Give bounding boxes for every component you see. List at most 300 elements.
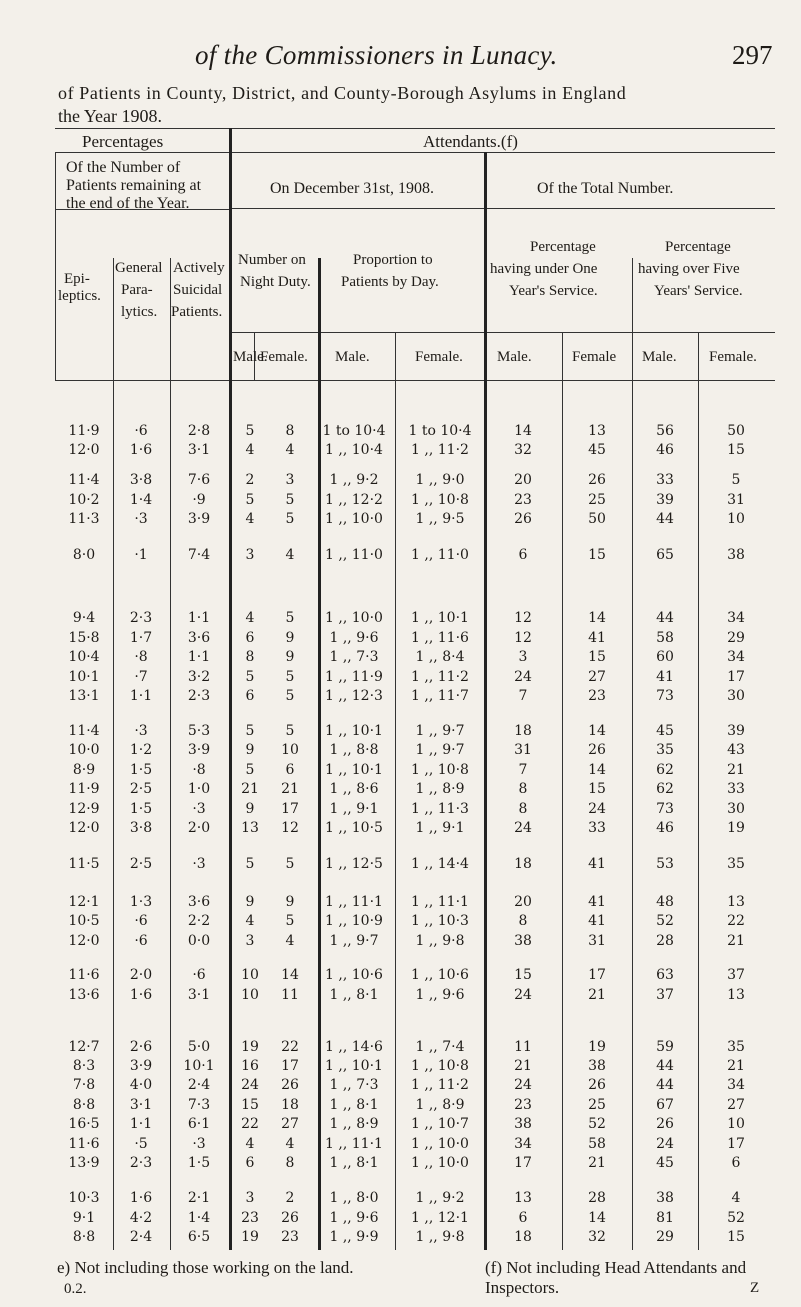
- table-cell: 9: [285, 649, 295, 666]
- table-cell: 73: [656, 687, 674, 704]
- table-cell: 48: [656, 893, 674, 910]
- table-cell: 28: [588, 1190, 606, 1207]
- table-cell: 32: [514, 442, 532, 459]
- table-cell: 3·1: [187, 986, 211, 1003]
- table-cell: 14: [514, 423, 532, 439]
- table-cell: 12·7: [68, 1038, 100, 1055]
- table-cell: 21: [281, 781, 299, 798]
- table-cell: 5: [245, 722, 255, 739]
- table-cell: 20: [514, 472, 532, 489]
- table-cell: 5: [285, 913, 295, 930]
- table-cell: 2: [285, 1190, 295, 1207]
- table-cell: 31: [514, 742, 532, 759]
- rule-mf: [232, 332, 775, 333]
- table-cell: 44: [656, 1057, 674, 1074]
- table-cell: 1 ,, 10·8: [411, 761, 469, 778]
- table-cell: 1 ,, 12·3: [325, 687, 383, 704]
- table-cell: 1 ,, 10·6: [411, 967, 469, 984]
- table-cell: 5: [245, 668, 255, 685]
- table-cell: 21: [727, 1057, 745, 1074]
- table-cell: 41: [588, 913, 606, 930]
- table-cell: 52: [588, 1116, 606, 1133]
- table-cell: 11: [281, 986, 299, 1003]
- table-cell: 18: [514, 1229, 532, 1245]
- table-cell: 15: [588, 649, 606, 666]
- table-cell: 8·8: [72, 1096, 96, 1113]
- table-cell: 1·5: [129, 761, 153, 778]
- table-cell: 1 ,, 12·1: [411, 1209, 469, 1226]
- table-cell: 11·6: [68, 967, 100, 984]
- table-cell: 29: [656, 1229, 674, 1245]
- table-cell: 6·1: [187, 1116, 211, 1133]
- table-cell: 22: [281, 1038, 299, 1055]
- header-of-number-1: Of the Number of: [66, 159, 181, 176]
- table-cell: 32: [588, 1229, 606, 1245]
- table-cell: 22: [241, 1116, 259, 1133]
- table-cell: 2: [245, 472, 255, 489]
- table-cell: 26: [588, 742, 606, 759]
- table-cell: 24: [514, 820, 532, 837]
- header-under-one-2: having under One: [490, 261, 598, 277]
- table-cell: 23: [588, 687, 606, 704]
- table-cell: 2·4: [187, 1077, 211, 1094]
- table-cell: 6: [731, 1155, 741, 1172]
- table-cell: 30: [727, 800, 745, 817]
- table-cell: 1·1: [129, 687, 153, 704]
- table-cell: 2·0: [187, 820, 211, 837]
- table-cell: ·3: [192, 855, 206, 872]
- table-cell: 7: [518, 761, 528, 778]
- table-cell: 1 ,, 10·1: [325, 722, 383, 739]
- table-cell: 41: [656, 668, 674, 685]
- footnote-e: e) Not including those working on the land.: [57, 1258, 354, 1277]
- table-subtitle-line-1: of Patients in County, District, and County-Borough Asylums in England: [58, 83, 627, 103]
- table-cell: 17: [281, 800, 299, 817]
- table-cell: 4: [285, 932, 295, 949]
- table-cell: 14: [588, 1209, 606, 1226]
- table-cell: 2·8: [187, 423, 211, 439]
- table-cell: 7·3: [187, 1096, 211, 1113]
- table-cell: 1 ,, 14·4: [411, 855, 469, 872]
- table-cell: 1·6: [129, 986, 153, 1003]
- table-cell: 24: [241, 1077, 259, 1094]
- table-cell: 46: [656, 442, 674, 459]
- table-cell: 25: [588, 491, 606, 508]
- table-cell: 1 ,, 11·1: [325, 1135, 383, 1152]
- table-cell: 1 ,, 10·7: [411, 1116, 469, 1133]
- table-cell: 1 ,, 9·7: [329, 932, 379, 949]
- table-cell: 5: [285, 610, 295, 627]
- table-cell: 45: [588, 442, 606, 459]
- table-cell: 3·1: [187, 442, 211, 459]
- table-cell: 1·3: [129, 893, 153, 910]
- table-cell: 58: [656, 629, 674, 646]
- header-over-five-3: Years' Service.: [654, 283, 743, 299]
- table-cell: 1·6: [129, 1190, 153, 1207]
- table-cell: 33: [588, 820, 606, 837]
- table-cell: 10·1: [68, 668, 100, 685]
- table-cell: 1 ,, 10·5: [325, 820, 383, 837]
- table-cell: 30: [727, 687, 745, 704]
- header-over-five-2: having over Five: [638, 261, 740, 277]
- table-cell: 7: [518, 687, 528, 704]
- table-cell: ·7: [134, 668, 148, 685]
- table-cell: 38: [656, 1190, 674, 1207]
- header-proportion-1: Proportion to: [353, 252, 433, 268]
- table-cell: 3: [245, 1190, 255, 1207]
- table-cell: 8·0: [72, 546, 96, 563]
- table-cell: ·3: [134, 722, 148, 739]
- table-cell: 15·8: [68, 629, 100, 646]
- table-cell: 1 ,, 9·2: [415, 1190, 465, 1207]
- table-cell: 67: [656, 1096, 674, 1113]
- table-cell: 24: [514, 986, 532, 1003]
- table-cell: 44: [656, 1077, 674, 1094]
- table-cell: 25: [588, 1096, 606, 1113]
- table-cell: 41: [588, 855, 606, 872]
- table-cell: ·1: [134, 546, 148, 563]
- table-cell: ·3: [192, 1135, 206, 1152]
- table-cell: 9: [245, 742, 255, 759]
- table-cell: 1 ,, 7·3: [329, 1077, 379, 1094]
- table-cell: 3·9: [129, 1057, 153, 1074]
- header-under-one-1: Percentage: [530, 239, 596, 255]
- header-epileptics-2: leptics.: [58, 288, 101, 304]
- table-cell: 8: [518, 800, 528, 817]
- table-cell: 1 to 10·4: [408, 423, 472, 439]
- table-cell: 1·5: [187, 1155, 211, 1172]
- table-cell: 58: [588, 1135, 606, 1152]
- table-cell: 12·9: [68, 800, 100, 817]
- table-cell: 15: [241, 1096, 259, 1113]
- table-cell: 14: [588, 610, 606, 627]
- table-cell: 18: [514, 855, 532, 872]
- table-cell: 2·5: [129, 855, 153, 872]
- table-cell: ·8: [134, 649, 148, 666]
- table-cell: 17: [588, 967, 606, 984]
- table-cell: 9: [285, 629, 295, 646]
- table-cell: 1 ,, 9·0: [415, 472, 465, 489]
- header-epileptics-1: Epi-: [64, 271, 90, 287]
- divider-4: [395, 332, 396, 1250]
- table-cell: 3: [245, 932, 255, 949]
- table-cell: 8: [518, 913, 528, 930]
- table-cell: 18: [281, 1096, 299, 1113]
- table-cell: 13·6: [68, 986, 100, 1003]
- table-cell: 37: [656, 986, 674, 1003]
- table-cell: 1·0: [187, 781, 211, 798]
- table-cell: 1 ,, 11·2: [411, 668, 469, 685]
- table-cell: 44: [656, 610, 674, 627]
- table-cell: 38: [514, 932, 532, 949]
- table-cell: ·3: [134, 511, 148, 528]
- table-cell: 12·0: [68, 442, 100, 459]
- table-cell: 21: [727, 761, 745, 778]
- table-cell: 26: [656, 1116, 674, 1133]
- table-cell: 10·4: [68, 649, 100, 666]
- table-cell: 17: [727, 668, 745, 685]
- table-cell: 26: [514, 511, 532, 528]
- table-cell: 8·3: [72, 1057, 96, 1074]
- table-cell: 34: [727, 610, 745, 627]
- table-cell: 26: [588, 1077, 606, 1094]
- header-general-paralytics-1: General: [115, 260, 163, 276]
- table-cell: 5: [245, 761, 255, 778]
- table-cell: 10·1: [183, 1057, 215, 1074]
- table-cell: 38: [727, 546, 745, 563]
- table-cell: 5: [285, 722, 295, 739]
- table-cell: 5: [285, 668, 295, 685]
- table-cell: 41: [588, 629, 606, 646]
- table-cell: 1 ,, 9·5: [415, 511, 465, 528]
- table-cell: ·5: [134, 1135, 148, 1152]
- table-cell: 23: [281, 1229, 299, 1245]
- table-cell: 5: [245, 423, 255, 439]
- table-cell: 1 ,, 10·3: [411, 913, 469, 930]
- table-cell: 2·3: [129, 610, 153, 627]
- table-cell: 11·4: [68, 472, 100, 489]
- table-cell: 41: [588, 893, 606, 910]
- table-cell: 1 ,, 9·7: [415, 722, 465, 739]
- table-cell: 5: [285, 855, 295, 872]
- rule-top: [55, 128, 775, 129]
- table-cell: 35: [727, 855, 745, 872]
- table-cell: 5: [285, 511, 295, 528]
- table-cell: 13: [514, 1190, 532, 1207]
- divider-left-edge: [55, 152, 56, 380]
- table-cell: 1 ,, 8·6: [329, 781, 379, 798]
- table-cell: 33: [727, 781, 745, 798]
- table-cell: 24: [588, 800, 606, 817]
- table-cell: 13: [588, 423, 606, 439]
- table-subtitle-line-2: the Year 1908.: [58, 106, 162, 126]
- header-night-duty-2: Night Duty.: [240, 274, 311, 290]
- header-proportion-2: Patients by Day.: [341, 274, 439, 290]
- table-cell: 11·3: [68, 511, 100, 528]
- table-cell: 12·0: [68, 820, 100, 837]
- header-of-number-3: the end of the Year.: [66, 195, 190, 212]
- header-over-five-1: Percentage: [665, 239, 731, 255]
- table-cell: 8: [285, 423, 295, 439]
- table-cell: 1·4: [187, 1209, 211, 1226]
- table-cell: 1 ,, 10·1: [411, 610, 469, 627]
- table-cell: 24: [656, 1135, 674, 1152]
- table-cell: 1 ,, 8·1: [329, 1155, 379, 1172]
- table-cell: 1 ,, 11·6: [411, 629, 469, 646]
- rule-head-bottom: [55, 380, 775, 381]
- table-cell: 26: [588, 472, 606, 489]
- table-cell: 10·3: [68, 1190, 100, 1207]
- table-cell: 4: [245, 1135, 255, 1152]
- table-cell: 2·6: [129, 1038, 153, 1055]
- table-cell: 37: [727, 967, 745, 984]
- header-actively-suicidal-2: Suicidal: [173, 282, 223, 298]
- header-female-over: Female.: [709, 349, 757, 365]
- table-cell: 26: [281, 1209, 299, 1226]
- table-cell: 1 ,, 11·7: [411, 687, 469, 704]
- table-cell: 10: [727, 1116, 745, 1133]
- table-cell: ·6: [192, 967, 206, 984]
- table-cell: 22: [727, 913, 745, 930]
- table-cell: 3: [245, 546, 255, 563]
- table-cell: ·3: [192, 800, 206, 817]
- header-male-over: Male.: [642, 349, 677, 365]
- table-cell: 27: [727, 1096, 745, 1113]
- table-cell: 1 ,, 9·1: [415, 820, 465, 837]
- table-cell: 50: [727, 423, 745, 439]
- signature-mark: Z: [750, 1280, 760, 1296]
- table-cell: 5·3: [187, 722, 211, 739]
- table-cell: 13: [241, 820, 259, 837]
- header-attendants: Attendants.(f): [423, 132, 518, 151]
- table-cell: 10: [241, 967, 259, 984]
- table-cell: 1 ,, 9·6: [415, 986, 465, 1003]
- table-cell: 9·1: [72, 1209, 96, 1226]
- table-cell: 60: [656, 649, 674, 666]
- table-cell: 12: [514, 610, 532, 627]
- table-cell: 12·0: [68, 932, 100, 949]
- table-cell: 23: [514, 1096, 532, 1113]
- table-cell: 1 ,, 7·4: [415, 1038, 465, 1055]
- table-cell: 8: [285, 1155, 295, 1172]
- table-cell: 2·3: [187, 687, 211, 704]
- header-male-proportion: Male.: [335, 349, 370, 365]
- table-cell: 3: [285, 472, 295, 489]
- table-cell: 7·8: [72, 1077, 96, 1094]
- table-cell: 1 ,, 7·3: [329, 649, 379, 666]
- header-actively-suicidal-3: Patients.: [171, 304, 223, 320]
- table-cell: 12: [281, 820, 299, 837]
- table-cell: 3·1: [129, 1096, 153, 1113]
- table-cell: 5: [245, 491, 255, 508]
- table-cell: 12·1: [68, 893, 100, 910]
- table-cell: 1 ,, 10·1: [325, 761, 383, 778]
- table-cell: 0·0: [187, 932, 211, 949]
- table-cell: 3·2: [187, 668, 211, 685]
- table-cell: 1·1: [187, 649, 211, 666]
- table-cell: 1 ,, 10·4: [325, 442, 383, 459]
- rule-group: [55, 152, 775, 153]
- table-cell: 6: [245, 629, 255, 646]
- table-cell: 1 ,, 10·9: [325, 913, 383, 930]
- table-cell: 1 ,, 9·2: [329, 472, 379, 489]
- header-actively-suicidal-1: Actively: [173, 260, 225, 276]
- table-cell: 3·6: [187, 629, 211, 646]
- table-cell: 17: [727, 1135, 745, 1152]
- table-cell: 3·9: [187, 511, 211, 528]
- table-cell: 4: [285, 1135, 295, 1152]
- table-cell: 65: [656, 546, 674, 563]
- header-general-paralytics-3: lytics.: [121, 304, 158, 320]
- table-cell: 4·2: [129, 1209, 153, 1226]
- table-cell: 21: [588, 1155, 606, 1172]
- table-cell: 6: [285, 761, 295, 778]
- table-cell: 1 ,, 8·9: [329, 1116, 379, 1133]
- table-cell: 8·9: [72, 761, 96, 778]
- table-cell: 5: [731, 472, 741, 489]
- table-cell: 19: [241, 1229, 259, 1245]
- table-cell: 11·6: [68, 1135, 100, 1152]
- table-cell: 1 ,, 10·0: [411, 1155, 469, 1172]
- table-cell: 13: [727, 986, 745, 1003]
- table-cell: 1 ,, 10·8: [411, 1057, 469, 1074]
- header-female-proportion: Female.: [415, 349, 463, 365]
- table-cell: 46: [656, 820, 674, 837]
- table-cell: 50: [588, 511, 606, 528]
- header-male-under: Male.: [497, 349, 532, 365]
- table-cell: 26: [281, 1077, 299, 1094]
- table-cell: 4: [731, 1190, 741, 1207]
- table-cell: 8: [518, 781, 528, 798]
- table-cell: 81: [656, 1209, 674, 1226]
- table-cell: 73: [656, 800, 674, 817]
- table-cell: 20: [514, 893, 532, 910]
- table-cell: 11·9: [68, 781, 100, 798]
- table-cell: 3·8: [129, 472, 153, 489]
- table-cell: 10: [281, 742, 299, 759]
- table-cell: 2·2: [187, 913, 211, 930]
- table-cell: 27: [588, 668, 606, 685]
- table-cell: 1 ,, 11·2: [411, 1077, 469, 1094]
- table-cell: 4: [245, 610, 255, 627]
- table-cell: 2·4: [129, 1229, 153, 1245]
- header-percentages: Percentages: [82, 132, 164, 151]
- table-cell: 9: [245, 800, 255, 817]
- table-cell: 23: [241, 1209, 259, 1226]
- table-cell: 14: [588, 722, 606, 739]
- table-cell: 3·9: [187, 742, 211, 759]
- table-cell: 10·5: [68, 913, 100, 930]
- table-cell: 1 ,, 10·0: [411, 1135, 469, 1152]
- table-cell: 24: [514, 1077, 532, 1094]
- table-cell: 15: [588, 781, 606, 798]
- table-cell: 1·1: [129, 1116, 153, 1133]
- table-cell: 63: [656, 967, 674, 984]
- table-cell: 6: [518, 1209, 528, 1226]
- table-cell: 1 ,, 10·6: [325, 967, 383, 984]
- table-cell: 11·9: [68, 423, 100, 439]
- table-cell: 10: [727, 511, 745, 528]
- table-cell: ·9: [192, 491, 206, 508]
- table-cell: 6·5: [187, 1229, 211, 1245]
- table-cell: 11·4: [68, 722, 100, 739]
- header-male-night: Male.: [233, 349, 268, 365]
- table-cell: 1 ,, 8·1: [329, 986, 379, 1003]
- table-cell: 1 ,, 10·1: [325, 1057, 383, 1074]
- table-cell: 15: [588, 546, 606, 563]
- table-cell: 7·6: [187, 472, 211, 489]
- table-cell: 1 ,, 9·9: [329, 1229, 379, 1245]
- table-cell: 31: [588, 932, 606, 949]
- table-cell: 16: [241, 1057, 259, 1074]
- table-cell: 52: [727, 1209, 745, 1226]
- table-cell: 23: [514, 491, 532, 508]
- table-cell: 13: [727, 893, 745, 910]
- table-cell: 21: [514, 1057, 532, 1074]
- table-cell: 10·2: [68, 491, 100, 508]
- table-cell: 1 ,, 11·3: [411, 800, 469, 817]
- table-cell: 1 ,, 14·6: [325, 1038, 383, 1055]
- table-cell: 24: [514, 668, 532, 685]
- table-cell: 62: [656, 781, 674, 798]
- header-general-paralytics-2: Para-: [121, 282, 153, 298]
- header-of-total: Of the Total Number.: [537, 180, 674, 197]
- table-cell: ·6: [134, 932, 148, 949]
- table-cell: 15: [514, 967, 532, 984]
- table-cell: 14: [588, 761, 606, 778]
- table-cell: 3·6: [187, 893, 211, 910]
- table-cell: 1 ,, 10·8: [411, 491, 469, 508]
